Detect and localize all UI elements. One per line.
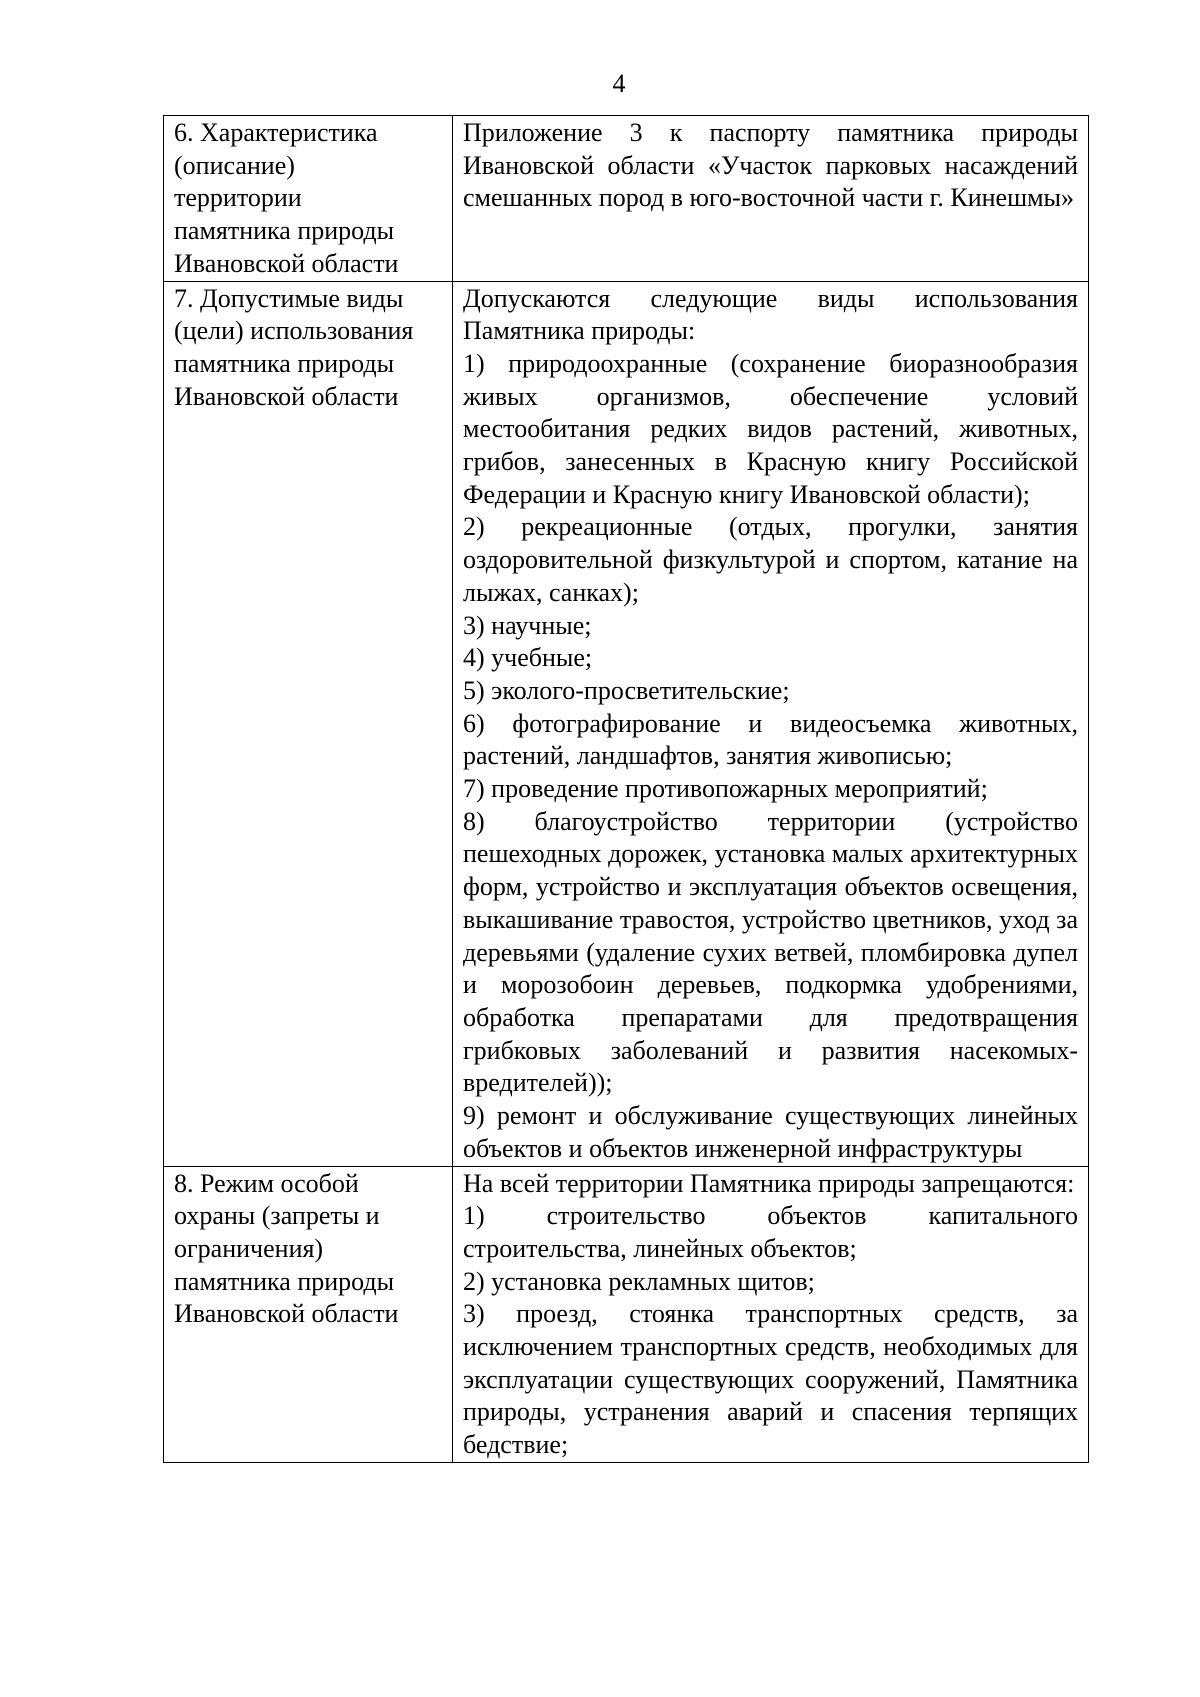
list-item: 1) природоохранные (сохранение биоразнообразия живых организмов, обеспечение условий местообитания редких видов растений, животных, грибов, занесенных в Красную книгу Российской Федерации и Красную книгу Ивановской области); <box>463 348 1078 509</box>
list-item: 3) проезд, стоянка транспортных средств, за исключением транспортных средств, необходимых для эксплуатации существующих сооружений, Памятника природы, устранения аварий и спасения терпящих бедствие; <box>463 1299 1078 1460</box>
row-content-protection-regime <box>453 1166 1089 1462</box>
label-line: Ивановской области <box>174 381 399 411</box>
label-line: Ивановской области <box>174 1299 399 1329</box>
label-line: памятника природы <box>174 216 395 246</box>
label-line: 6. Характеристика <box>174 118 378 147</box>
row-content-characteristic <box>453 116 1089 282</box>
label-line: территории <box>174 183 302 213</box>
list-item: 7) проведение противопожарных мероприятий; <box>463 774 988 804</box>
list-item: 6) фотографирование и видеосъемка животных, растений, ландшафтов, занятия живописью; <box>463 708 1078 771</box>
label-line: ограничения) <box>174 1233 324 1263</box>
row-label-protection-regime <box>164 1166 453 1462</box>
passport-table <box>163 115 1089 1463</box>
row-label-permitted-uses <box>164 281 453 1166</box>
row-label-characteristic <box>164 116 453 282</box>
list-item: 3) научные; <box>463 610 592 640</box>
content-paragraph: Допускаются следующие виды использования Памятника природы: <box>463 283 1078 346</box>
label-line: (цели) использования <box>174 316 414 346</box>
list-item: 9) ремонт и обслуживание существующих линейных объектов и объектов инженерной инфраструктуры <box>463 1101 1078 1163</box>
label-line: 7. Допустимые виды <box>174 283 404 313</box>
page-number: 4 <box>612 69 626 98</box>
list-item: 2) установка рекламных щитов; <box>463 1266 815 1296</box>
list-item: 1) строительство объектов капитального строительства, линейных объектов; <box>463 1201 1078 1263</box>
list-item: 8) благоустройство территории (устройство пешеходных дорожек, установка малых архитектурных форм, устройство и эксплуатация объектов освещения, выкашивание травостоя, устройство цветников, уход за деревьями (удаление сухих ветвей, пломбировка дупел и морозобоин деревьев, подкормка удобрениями, обработка препаратами для предотвращения грибковых заболеваний и развития насекомых-вредителей)); <box>463 806 1078 1098</box>
content-paragraph: На всей территории Памятника природы запрещаются: <box>463 1168 1075 1198</box>
label-line: памятника природы <box>174 348 395 378</box>
content-paragraph: Приложение 3 к паспорту памятника природы Ивановской области «Участок парковых насаждений смешанных пород в юго-восточной части г. Кинешмы» <box>463 118 1078 213</box>
label-line: охраны (запреты и <box>174 1201 380 1231</box>
list-item: 4) учебные; <box>463 643 593 673</box>
row-content-permitted-uses <box>453 281 1089 1166</box>
table-row <box>164 1166 1089 1462</box>
label-line: Ивановской области <box>174 248 399 278</box>
list-item: 5) эколого-просветительские; <box>463 675 790 705</box>
label-line: памятника природы <box>174 1266 395 1296</box>
list-item: 2) рекреационные (отдых, прогулки, занятия оздоровительной физкультурой и спортом, катание на лыжах, санках); <box>463 512 1078 607</box>
table-row <box>164 281 1089 1166</box>
label-line: (описание) <box>174 150 295 180</box>
table-row <box>164 116 1089 282</box>
label-line: 8. Режим особой <box>174 1168 359 1198</box>
